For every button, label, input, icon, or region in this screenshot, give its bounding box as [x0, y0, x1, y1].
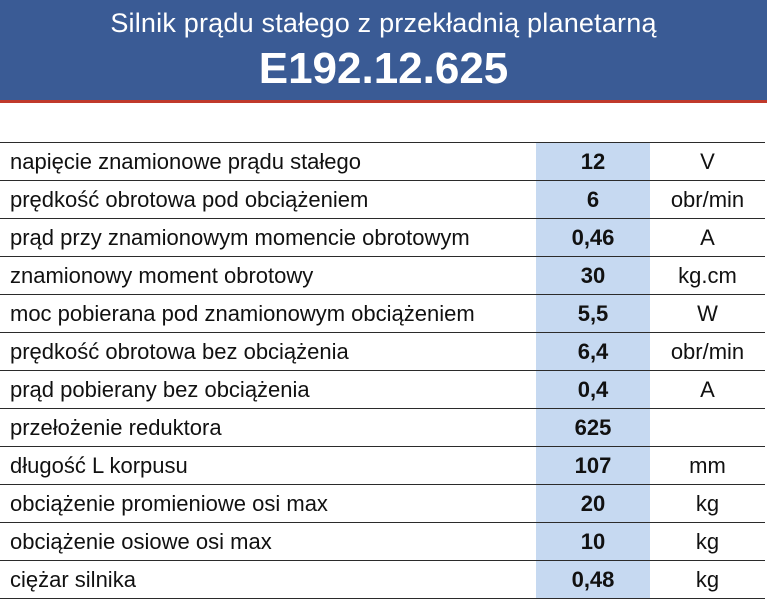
spec-value: 0,48: [536, 561, 650, 599]
spec-gap: [524, 561, 536, 599]
spec-param-label: prąd pobierany bez obciążenia: [0, 371, 524, 409]
spec-unit: [650, 409, 765, 447]
spec-param-label: długość L korpusu: [0, 447, 524, 485]
spec-param-label: prędkość obrotowa bez obciążenia: [0, 333, 524, 371]
spec-row: [0, 523, 765, 561]
spec-value: 0,46: [536, 219, 650, 257]
spec-unit: V: [650, 143, 765, 181]
spec-param-label: obciążenie osiowe osi max: [0, 523, 524, 561]
spec-gap: [524, 371, 536, 409]
spec-row: [0, 409, 765, 447]
spec-row: [0, 219, 765, 257]
spec-unit: mm: [650, 447, 765, 485]
spec-unit: A: [650, 371, 765, 409]
spec-value: 107: [536, 447, 650, 485]
spec-row: [0, 447, 765, 485]
spec-unit: kg: [650, 485, 765, 523]
spec-value: 625: [536, 409, 650, 447]
spec-param-label: ciężar silnika: [0, 561, 524, 599]
product-subtitle: Silnik prądu stałego z przekładnią planetarną: [110, 8, 657, 38]
spec-value: 6,4: [536, 333, 650, 371]
spec-row: [0, 333, 765, 371]
spec-unit: obr/min: [650, 181, 765, 219]
spec-unit: A: [650, 219, 765, 257]
spec-gap: [524, 295, 536, 333]
spec-gap: [524, 409, 536, 447]
spec-value: 5,5: [536, 295, 650, 333]
spec-row: [0, 295, 765, 333]
spec-value: 30: [536, 257, 650, 295]
model-number: E192.12.625: [258, 44, 509, 93]
spec-param-label: prąd przy znamionowym momencie obrotowym: [0, 219, 524, 257]
spec-gap: [524, 219, 536, 257]
spec-value: 20: [536, 485, 650, 523]
spec-param-label: moc pobierana pod znamionowym obciążeniem: [0, 295, 524, 333]
spec-param-label: przełożenie reduktora: [0, 409, 524, 447]
title-banner: [0, 0, 767, 103]
spec-row: [0, 181, 765, 219]
spec-param-label: napięcie znamionowe prądu stałego: [0, 143, 524, 181]
spec-gap: [524, 143, 536, 181]
spec-table: [0, 142, 765, 599]
spec-row: [0, 257, 765, 295]
spec-row: [0, 371, 765, 409]
spec-gap: [524, 257, 536, 295]
spec-param-label: obciążenie promieniowe osi max: [0, 485, 524, 523]
spec-gap: [524, 485, 536, 523]
spec-gap: [524, 523, 536, 561]
spec-param-label: znamionowy moment obrotowy: [0, 257, 524, 295]
spec-param-label: prędkość obrotowa pod obciążeniem: [0, 181, 524, 219]
spec-value: 12: [536, 143, 650, 181]
spec-row: [0, 561, 765, 599]
spec-unit: kg: [650, 561, 765, 599]
spec-value: 10: [536, 523, 650, 561]
spec-value: 6: [536, 181, 650, 219]
spec-unit: W: [650, 295, 765, 333]
spec-row: [0, 143, 765, 181]
spec-row: [0, 485, 765, 523]
spec-value: 0,4: [536, 371, 650, 409]
spec-gap: [524, 333, 536, 371]
spec-gap: [524, 447, 536, 485]
spec-unit: obr/min: [650, 333, 765, 371]
spec-unit: kg: [650, 523, 765, 561]
spec-unit: kg.cm: [650, 257, 765, 295]
spec-gap: [524, 181, 536, 219]
